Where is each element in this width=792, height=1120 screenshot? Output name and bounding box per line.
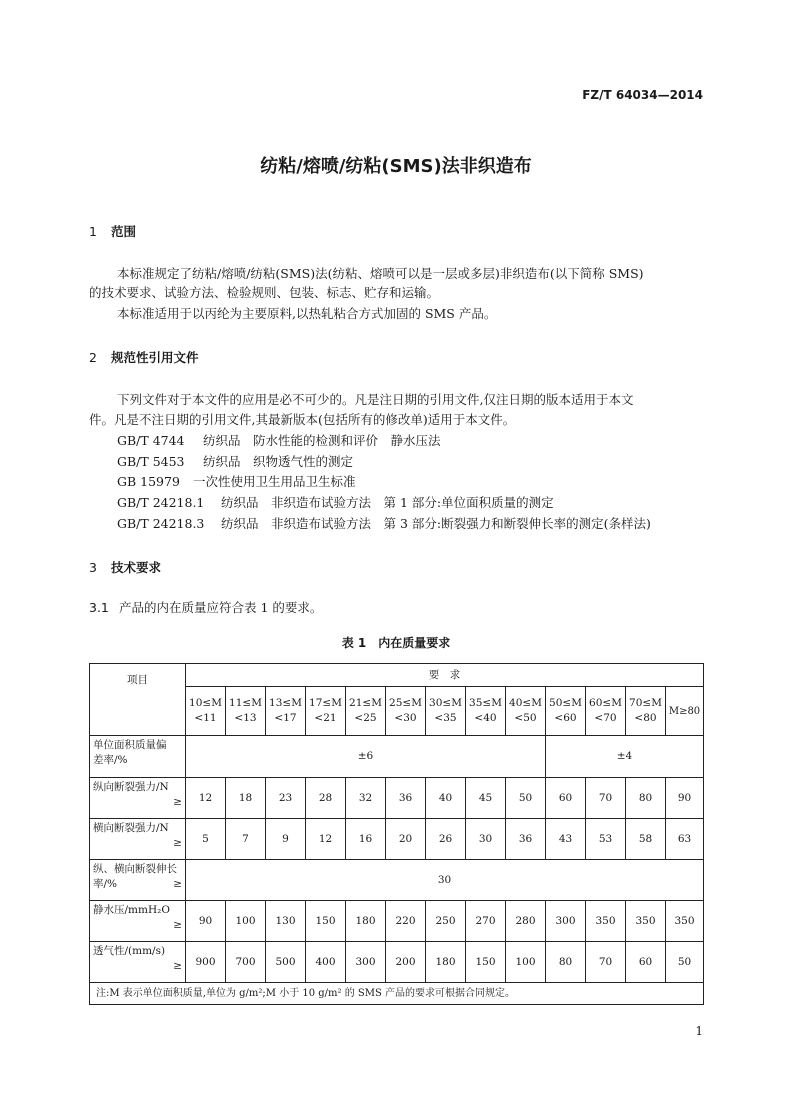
value-cell: 36: [386, 778, 426, 819]
value-cell: 60: [546, 778, 586, 819]
table-row: [90, 901, 704, 942]
section-2-heading: [89, 348, 199, 366]
value-cell: 60: [626, 942, 666, 983]
section-number: 1: [89, 224, 97, 239]
value-cell: 90: [666, 778, 704, 819]
section-3-heading: [89, 558, 161, 576]
value-cell: 9: [266, 819, 306, 860]
row-label: 纵向断裂强力/N ≥: [90, 778, 186, 819]
paragraph-line: 下列文件对于本文件的应用是必不可少的。凡是注日期的引用文件,仅注日期的版本适用于本文: [117, 392, 634, 407]
value-cell: 12: [306, 819, 346, 860]
range-cell: 11≤M <13: [226, 687, 266, 736]
value-cell: 7: [226, 819, 266, 860]
reference-item: GB/T 5453 纺织品 织物透气性的测定: [117, 454, 354, 469]
value-cell: 100: [506, 942, 546, 983]
value-cell: 18: [226, 778, 266, 819]
value-cell: 100: [226, 901, 266, 942]
value-cell: 350: [586, 901, 626, 942]
range-cell: 50≤M <60: [546, 687, 586, 736]
value-cell: 43: [546, 819, 586, 860]
value-cell: 300: [346, 942, 386, 983]
value-cell: 280: [506, 901, 546, 942]
value-cell: 32: [346, 778, 386, 819]
row-label: 横向断裂强力/N ≥: [90, 819, 186, 860]
section-title: 技术要求: [111, 560, 162, 575]
range-cell: 25≤M <30: [386, 687, 426, 736]
value-cell: 45: [466, 778, 506, 819]
reference-item: GB/T 24218.1 纺织品 非织造布试验方法 第 1 部分:单位面积质量的测定: [117, 495, 554, 510]
table-row: [90, 778, 704, 819]
value-cell: 350: [626, 901, 666, 942]
value-cell: 350: [666, 901, 704, 942]
item-header: 项目: [90, 664, 186, 736]
value-cell: 150: [466, 942, 506, 983]
value-cell: 200: [386, 942, 426, 983]
value-cell: 90: [186, 901, 226, 942]
clause-3-1: [89, 598, 322, 616]
value-cell: 220: [386, 901, 426, 942]
value-cell: 20: [386, 819, 426, 860]
range-cell: 60≤M <70: [586, 687, 626, 736]
value-cell: 300: [546, 901, 586, 942]
value-cell: 180: [426, 942, 466, 983]
value-cell: 80: [546, 942, 586, 983]
value-cell: 63: [666, 819, 704, 860]
table-caption: 表 1 内在质量要求: [341, 636, 451, 650]
value-cell: 80: [626, 778, 666, 819]
clause-number: 3.1: [89, 600, 109, 615]
value-cell: ±4: [546, 736, 704, 778]
value-cell: 28: [306, 778, 346, 819]
table-note: 注:M 表示单位面积质量,单位为 g/m²;M 小于 10 g/m² 的 SMS 产品的要求可根据合同规定。: [90, 983, 704, 1005]
value-cell: 70: [586, 942, 626, 983]
section-title: 范围: [111, 224, 137, 239]
value-cell: 53: [586, 819, 626, 860]
value-cell: 150: [306, 901, 346, 942]
value-cell: 16: [346, 819, 386, 860]
range-cell: 40≤M <50: [506, 687, 546, 736]
value-cell: 130: [266, 901, 306, 942]
table-row: [90, 736, 704, 778]
range-cell: 70≤M <80: [626, 687, 666, 736]
reference-item: GB 15979 一次性使用卫生用品卫生标准: [117, 474, 356, 489]
paragraph-line: 件。凡是不注日期的引用文件,其最新版本(包括所有的修改单)适用于本文件。: [89, 412, 516, 427]
reference-item: GB/T 24218.3 纺织品 非织造布试验方法 第 3 部分:断裂强力和断裂伸长率的测定(条样法): [117, 516, 651, 531]
clause-text: 产品的内在质量应符合表 1 的要求。: [119, 600, 323, 615]
value-cell: 270: [466, 901, 506, 942]
value-cell: 40: [426, 778, 466, 819]
paragraph-line: 本标准规定了纺粘/熔喷/纺粘(SMS)法(纺粘、熔喷可以是一层或多层)非织造布(以下简称 SMS): [117, 266, 644, 281]
row-label: 透气性/(mm/s) ≥: [90, 942, 186, 983]
standard-number: FZ/T 64034—2014: [582, 88, 703, 102]
range-cell: 13≤M <17: [266, 687, 306, 736]
table-row: [90, 819, 704, 860]
section-number: 3: [89, 560, 97, 575]
document-title: 纺粘/熔喷/纺粘(SMS)法非织造布: [260, 156, 532, 177]
row-label: 静水压/mmH₂O ≥: [90, 901, 186, 942]
range-cell: 10≤M <11: [186, 687, 226, 736]
value-cell: 50: [666, 942, 704, 983]
range-cell: 30≤M <35: [426, 687, 466, 736]
table-row: [90, 860, 704, 901]
table-row: [90, 942, 704, 983]
value-cell: 36: [506, 819, 546, 860]
value-cell: 250: [426, 901, 466, 942]
value-cell: 30: [466, 819, 506, 860]
value-cell: ±6: [186, 736, 546, 778]
range-cell: 35≤M <40: [466, 687, 506, 736]
value-cell: 180: [346, 901, 386, 942]
value-cell: 400: [306, 942, 346, 983]
value-cell: 700: [226, 942, 266, 983]
paragraph-line: 本标准适用于以丙纶为主要原料,以热轧粘合方式加固的 SMS 产品。: [117, 306, 497, 321]
reference-item: GB/T 4744 纺织品 防水性能的检测和评价 静水压法: [117, 433, 441, 448]
row-label: 单位面积质量偏 差率/%: [90, 736, 186, 778]
value-cell: 900: [186, 942, 226, 983]
quality-table: [89, 663, 704, 1005]
paragraph-line: 的技术要求、试验方法、检验规则、包装、标志、贮存和运输。: [89, 285, 440, 300]
value-cell: 12: [186, 778, 226, 819]
section-number: 2: [89, 350, 97, 365]
page-number: 1: [695, 1024, 703, 1038]
value-cell: 58: [626, 819, 666, 860]
value-cell: 500: [266, 942, 306, 983]
requirement-header: 要 求: [186, 664, 704, 687]
section-1-heading: [89, 222, 136, 240]
value-cell: 23: [266, 778, 306, 819]
row-label: 纵、横向断裂伸长 率/% ≥: [90, 860, 186, 901]
value-cell: 26: [426, 819, 466, 860]
section-title: 规范性引用文件: [111, 350, 199, 365]
range-cell: 21≤M <25: [346, 687, 386, 736]
value-cell: 30: [186, 860, 704, 901]
value-cell: 70: [586, 778, 626, 819]
value-cell: 50: [506, 778, 546, 819]
range-cell: M≥80: [666, 687, 704, 736]
range-cell: 17≤M <21: [306, 687, 346, 736]
value-cell: 5: [186, 819, 226, 860]
